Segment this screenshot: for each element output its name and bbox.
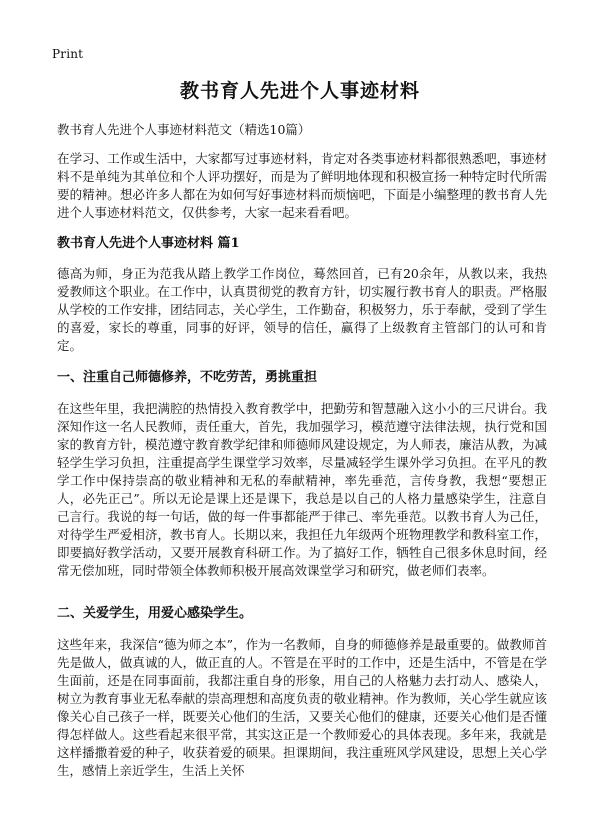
- section-paragraph: 德高为师，身正为范我从踏上教学工作岗位，蓦然回首，已有20余年，从教以来，我热爱教师这个职业。在工作中，认真贯彻党的教育方针，切实履行教书育人的职责。严格服从学校的工作安排，团结同志，关心学生，工作勤奋，积极努力，乐于奉献，受到了学生的喜爱，家长的尊重，同事的好评，领导的信任，赢得了上级教育主管部门的认可和肯定。: [57, 266, 547, 353]
- section-heading: 教书育人先进个人事迹材料 篇1: [57, 236, 240, 251]
- subsection-heading-1: 一、注重自己师德修养，不吃劳苦，勇挑重担: [57, 370, 318, 385]
- document-subtitle: 教书育人先进个人事迹材料范文（精选10篇）: [57, 122, 311, 137]
- intro-paragraph: 在学习、工作或生活中，大家都写过事迹材料，肯定对各类事迹材料都很熟悉吧，事迹材料不是单纯为其单位和个人评功摆好，而是为了鲜明地体现和积极宣扬一种特定时代所需要的精神。想必许多人都在为如何写好事迹材料而烦恼吧，下面是小编整理的教书育人先进个人事迹材料范文，仅供参考，大家一起来看看吧。: [57, 151, 547, 220]
- print-label[interactable]: Print: [52, 47, 84, 61]
- document-title: 教书育人先进个人事迹材料: [179, 80, 420, 102]
- subsection-paragraph-2: 这些年来，我深信“德为师之本”，作为一名教师，自身的师德修养是最重要的。做教师首先是做人，做真诚的人，做正直的人。不管是在平时的工作中，还是生活中，不管是在学生面前，还是在同事面前，我都注重自身的形象，用自己的人格魅力去打动人、感染人，树立为教育事业无私奉献的崇高理想和高度负责的敬业精神。作为教师，关心学生就应该像关心自己孩子一样，既要关心他们的生活，又要关心他们的健康，还要关心他们是否懂得怎样做人。这些看起来很平常，其实这正是一个教师爱心的具体表现。多年来，我就是这样播撒着爱的种子，收获着爱的硕果。担课期间，我注重班风学风建设，思想上关心学生，感情上亲近学生，生活上关怀: [57, 637, 547, 778]
- subsection-heading-2: 二、关爱学生，用爱心感染学生。: [57, 606, 253, 621]
- subsection-paragraph-1: 在这些年里，我把满腔的热情投入教育教学中，把勤劳和智慧融入这小小的三尺讲台。我深知作这一名人民教师，责任重大，首先，我加强学习，模范遵守法律法规，执行党和国家的教育方针，模范遵守教育教学纪律和师德师风建设规定，为人师表，廉洁从教，为减轻学生学习负担，注重提高学生课堂学习效率，尽量减轻学生课外学习负担。在平凡的教学工作中保持崇高的敬业精神和无私的奉献精神，率先垂范，言传身教，我想“要想正人，必先正己”。所以无论是课上还是课下，我总是以自己的人格力量感染学生，注意自己言行。我说的每一句话，做的每一件事都能严于律己、率先垂范。以教书育人为己任，对待学生严爱相济，教书育人。长期以来，我担任九年级两个班物理教学和教科室工作，即要搞好教学活动，又要开展教育科研工作。为了搞好工作，牺牲自己很多休息时间，经常无偿加班，同时带领全体教师积极开展高效课堂学习和研究，做老师们表率。: [57, 401, 547, 578]
